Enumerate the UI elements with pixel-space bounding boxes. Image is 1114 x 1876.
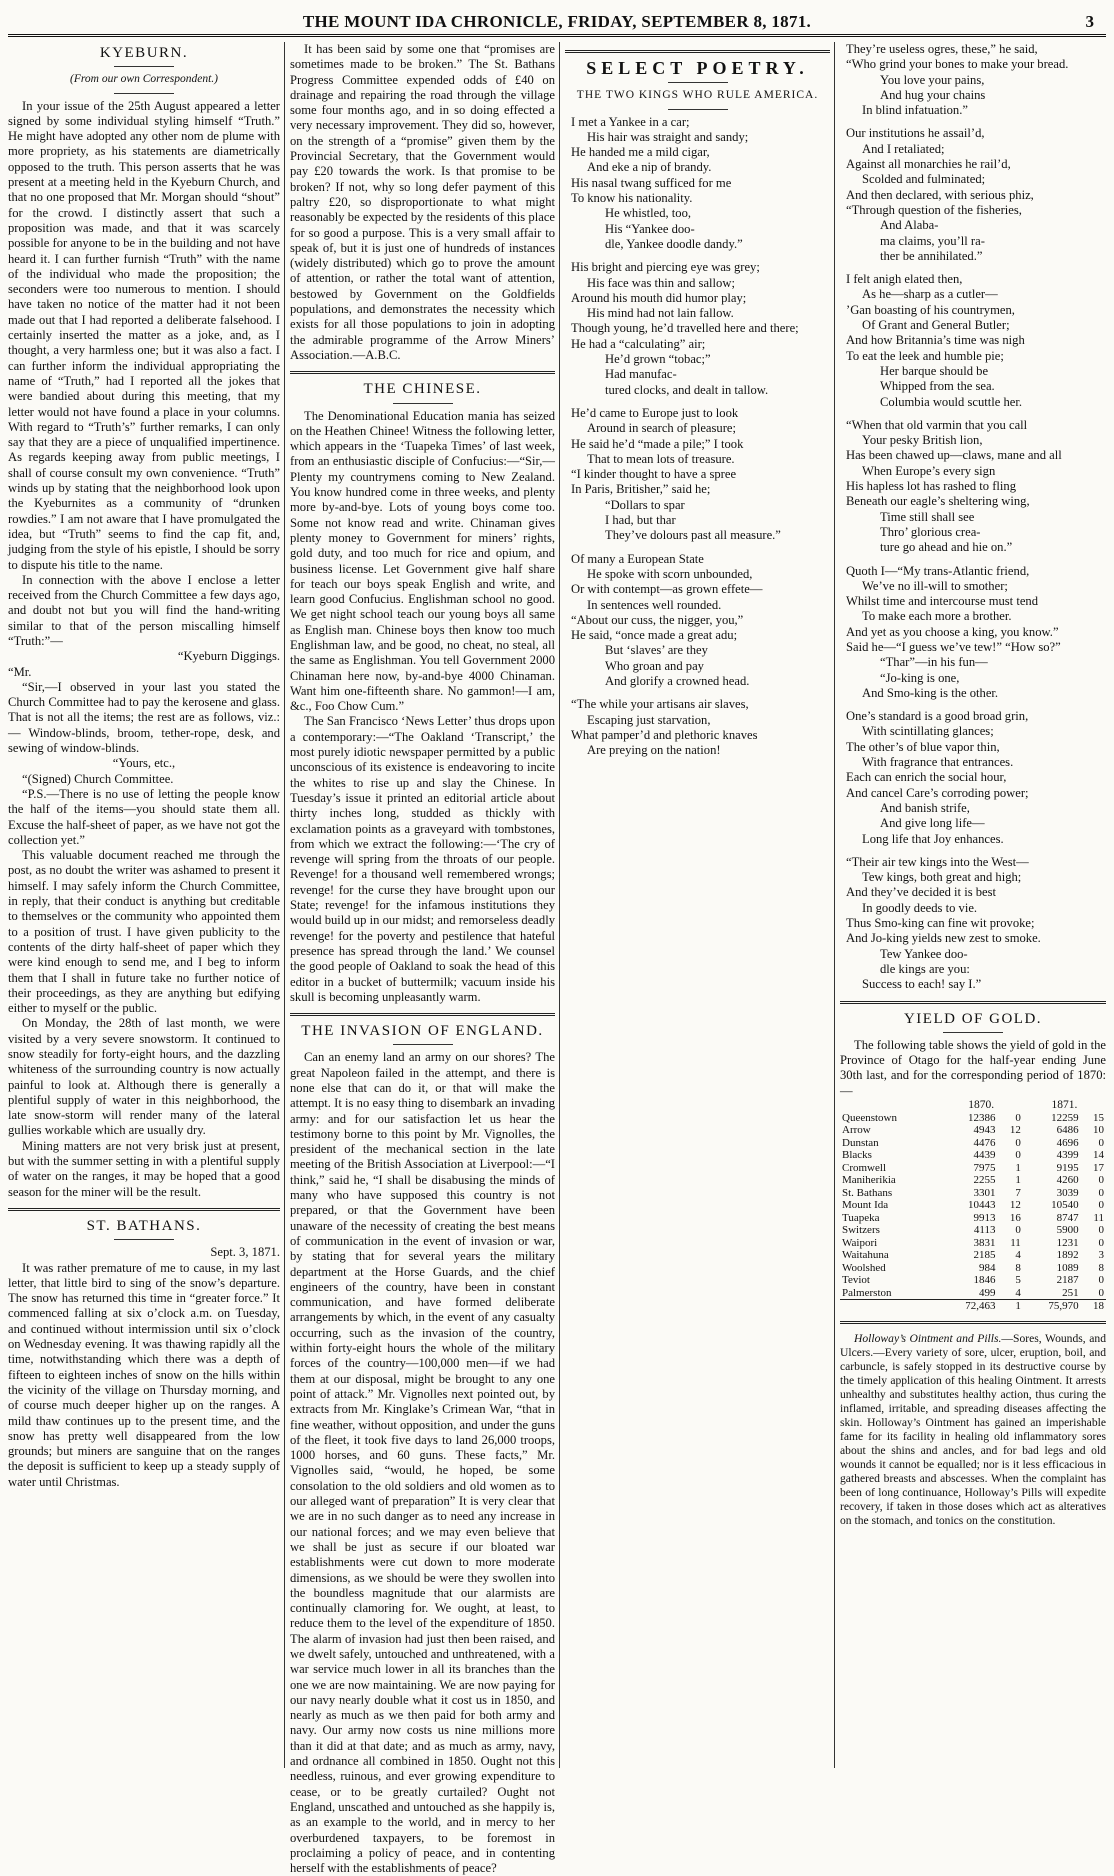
gold-value-cell: 2187 xyxy=(1056,1274,1079,1286)
gold-year-header: 1871. xyxy=(1051,1099,1078,1111)
poem-line: dle, Yankee doodle dandy.” xyxy=(605,236,743,251)
section-rule xyxy=(840,1001,1106,1004)
gold-value-cell: 11 xyxy=(1093,1211,1104,1224)
poem-line: His face was thin and sallow; xyxy=(587,275,735,290)
divider xyxy=(114,66,174,67)
gold-table-row xyxy=(840,1124,1106,1137)
poem-line: Though young, he’d travelled here and there; xyxy=(571,321,799,336)
gold-total-cell: 1 xyxy=(997,1300,1022,1313)
gold-value-cell: 11 xyxy=(1010,1236,1021,1249)
section-rule xyxy=(290,1013,555,1016)
poem-line: Are preying on the nation! xyxy=(587,743,721,758)
poem-line: I felt anigh elated then, xyxy=(846,272,963,287)
gold-value-cell: 5900 xyxy=(1056,1224,1079,1236)
gold-district-cell: Switzers xyxy=(842,1224,880,1236)
article-paragraph: It was rather premature of me to cause, in my last letter, that little bird to sing of the snow’s departure. The snow has returned this time in “greater force.” It commenced falling at six o’clock a.m. on Tuesday, and continued without intermission until six o’clock on Wednesday evening. It was thawing rapidly all the time, notwithstanding which there was a depth of fifteen to eighteen inches of snow on the hills within the vicinity of the village on Thursday morning, and of course much deeper higher up on the ranges. A mild thaw continues up to the present time, and the snow has pretty well disappeared from the low grounds; but miners are sanguine that on the ranges the deposit is sufficient to keep up a steady supply of water until Christmas. xyxy=(8,1260,280,1489)
poem-line: In sentences well rounded. xyxy=(587,597,722,612)
poem-line: When Europe’s every sign xyxy=(862,463,996,478)
gold-table-row xyxy=(840,1149,1106,1162)
poem-line: Of Grant and General Butler; xyxy=(862,318,1010,333)
poem-line: Her barque should be xyxy=(880,363,989,378)
poem-line: “Thar”—in his fun— xyxy=(880,655,988,670)
poem-line: Who groan and pay xyxy=(605,658,704,673)
page-columns xyxy=(8,42,1106,1876)
gold-value-cell: 0 xyxy=(1098,1186,1104,1199)
gold-value-cell: 1 xyxy=(1015,1174,1021,1186)
poem-line: And yet as you choose a king, you know.” xyxy=(846,624,1059,639)
gold-value-cell: 3 xyxy=(1098,1249,1104,1261)
stanza-break xyxy=(565,252,830,260)
gold-district-cell: Queenstown xyxy=(842,1111,897,1124)
gold-value-cell: 4439 xyxy=(973,1149,996,1161)
poem-line: “When that old varmin that you call xyxy=(846,417,1028,432)
gold-value-cell: 4696 xyxy=(1056,1136,1079,1149)
gold-value-cell: 12259 xyxy=(1051,1111,1079,1124)
page-number: 3 xyxy=(1085,12,1094,31)
letter-close: “Yours, etc., xyxy=(112,756,176,771)
poem-line: Had manufac- xyxy=(605,367,677,382)
poem-line: I had, but thar xyxy=(605,513,676,528)
bathans-heading: ST. BATHANS. xyxy=(86,1217,202,1234)
poem-line: He whistled, too, xyxy=(605,206,692,221)
poem-line: Each can enrich the social hour, xyxy=(846,770,1007,785)
poem-line: They’ve dolours past all measure.” xyxy=(605,528,781,543)
poem-line: His “Yankee doo- xyxy=(605,221,695,236)
poem-line: Around in search of pleasure; xyxy=(587,421,736,436)
poem-line: He handed me a mild cigar, xyxy=(571,145,710,160)
poem-line: You love your pains, xyxy=(880,72,985,87)
gold-value-cell: 4476 xyxy=(973,1136,996,1149)
poem-line: As he—sharp as a cutler— xyxy=(862,287,998,302)
stanza-break xyxy=(840,701,1106,709)
poem-line: But ‘slaves’ are they xyxy=(605,643,708,658)
gold-district-cell: Maniherikia xyxy=(842,1174,896,1186)
poem-line: “Who grind your bones to make your bread. xyxy=(846,57,1069,72)
poem-line: His mind had not lain fallow. xyxy=(587,306,734,321)
gold-value-cell: 251 xyxy=(1062,1286,1079,1299)
poem-line: Long life that Joy enhances. xyxy=(862,831,1004,846)
column-divider xyxy=(559,42,560,1768)
poem-line: And I retaliated; xyxy=(862,141,945,156)
poem-line: Your pesky British lion, xyxy=(862,433,983,448)
chinese-heading: THE CHINESE. xyxy=(363,381,482,398)
poem-line: Thro’ glorious crea- xyxy=(880,524,981,539)
poem-line: And Alaba- xyxy=(880,218,939,233)
column-2 xyxy=(290,42,555,1876)
gold-table-row xyxy=(840,1262,1106,1275)
poem-line: “About our cuss, the nigger, you,” xyxy=(571,612,744,627)
gold-table-row xyxy=(840,1162,1106,1175)
poem-line: And how Britannia’s time was nigh xyxy=(846,333,1025,348)
gold-value-cell: 4260 xyxy=(1056,1174,1079,1186)
poem-line: His hair was straight and sandy; xyxy=(587,129,749,144)
poem-line: Success to each! say I.” xyxy=(862,977,982,992)
gold-value-cell: 3301 xyxy=(973,1186,996,1199)
section-rule xyxy=(565,50,830,53)
poem-line: And then declared, with serious phiz, xyxy=(846,187,1034,202)
gold-value-cell: 4399 xyxy=(1056,1149,1079,1161)
gold-table-row xyxy=(840,1187,1106,1200)
column-4 xyxy=(840,42,1106,1768)
gold-table-row xyxy=(840,1199,1106,1212)
gold-district-cell: St. Bathans xyxy=(842,1186,893,1199)
gold-value-cell: 0 xyxy=(1098,1274,1104,1286)
poem-line: And cancel Care’s corroding power; xyxy=(846,785,1029,800)
divider xyxy=(393,403,453,404)
poem-line: ther be annihilated.” xyxy=(880,248,983,263)
poem-part-2 xyxy=(840,42,1106,993)
gold-value-cell: 0 xyxy=(1098,1174,1104,1186)
gold-value-cell: 1089 xyxy=(1056,1261,1079,1274)
poem-line: And banish strife, xyxy=(880,800,970,815)
poem-line: ma claims, you’ll ra- xyxy=(880,233,985,248)
gold-district-cell: Waitahuna xyxy=(842,1249,889,1261)
poem-line: He said he’d “made a pile;” I took xyxy=(571,436,744,451)
gold-value-cell: 12 xyxy=(1009,1199,1021,1211)
gold-value-cell: 8 xyxy=(1015,1261,1021,1274)
gold-intro: The following table shows the yield of gold in the Province of Otago for the half-year ending June 30th last, and for the corresponding period of 1870:— xyxy=(840,1037,1106,1098)
poem-line: Beneath our eagle’s sheltering wing, xyxy=(846,494,1030,509)
gold-district-cell: Tuapeka xyxy=(842,1211,880,1224)
gold-value-cell: 2185 xyxy=(973,1249,996,1261)
letter-addressee: “Mr. xyxy=(8,664,32,679)
stanza-break xyxy=(565,689,830,697)
poem-title: THE TWO KINGS WHO RULE AMERICA. xyxy=(576,89,819,102)
poem-line: They’re useless ogres, these,” he said, xyxy=(846,42,1038,56)
gold-value-cell: 3039 xyxy=(1056,1186,1079,1199)
poem-line: ture go ahead and hie on.” xyxy=(880,540,1013,555)
gold-value-cell: 0 xyxy=(1098,1286,1104,1299)
poem-line: In Paris, Britisher,” said he; xyxy=(571,482,711,497)
poem-line: In blind infatuation.” xyxy=(862,103,968,118)
poem-line: With fragrance that entrances. xyxy=(862,755,1014,770)
gold-value-cell: 0 xyxy=(1015,1136,1021,1149)
poem-line: “Dollars to spar xyxy=(605,497,685,512)
column-divider xyxy=(834,42,835,1768)
gold-table-row xyxy=(840,1112,1106,1125)
gold-district-cell: Cromwell xyxy=(842,1161,886,1174)
gold-heading: YIELD OF GOLD. xyxy=(903,1010,1043,1027)
poem-line: To make each more a brother. xyxy=(862,609,1012,624)
poem-line: To know his nationality. xyxy=(571,191,693,206)
kyeburn-byline: (From our own Correspondent.) xyxy=(69,73,218,86)
poem-line: And they’ve decided it is best xyxy=(846,885,997,900)
letter-place: “Kyeburn Diggings. xyxy=(177,649,280,664)
gold-year-header: 1870. xyxy=(968,1099,995,1111)
poem-line: His nasal twang sufficed for me xyxy=(571,175,732,190)
gold-value-cell: 14 xyxy=(1093,1149,1104,1161)
gold-total-row xyxy=(840,1300,1106,1313)
masthead-rule xyxy=(8,34,1106,37)
gold-district-cell: Palmerston xyxy=(842,1286,892,1299)
gold-value-cell: 16 xyxy=(1009,1211,1021,1224)
poem-line: And Smo-king is the other. xyxy=(862,685,999,700)
gold-table-row xyxy=(840,1212,1106,1225)
stanza-break xyxy=(565,544,830,552)
letter-postscript: “P.S.—There is no use of letting the people know the half of the items—you should state them all. Excuse the half-sheet of paper, as we have not got the collection yet.” xyxy=(8,786,280,847)
poem-line: “The while your artisans air slaves, xyxy=(571,697,749,712)
gold-total-cell: 72,463 xyxy=(940,1300,998,1313)
poem-line: ’Gan boasting of his countrymen, xyxy=(846,302,1015,317)
gold-value-cell: 10 xyxy=(1093,1124,1104,1136)
poem-line: Quoth I—“My trans-Atlantic friend, xyxy=(846,563,1030,578)
gold-district-cell: Teviot xyxy=(842,1274,870,1286)
poem-line: dle kings are you: xyxy=(880,961,970,976)
gold-table-row xyxy=(840,1137,1106,1150)
article-paragraph: Mining matters are not very brisk just at present, but with the summer setting in with a plentiful supply of water on the ranges, it may be hoped that a good season for the miner will be the result. xyxy=(8,1138,280,1199)
poem-line: Thus Smo-king can fine wit provoke; xyxy=(846,916,1035,931)
stanza-break xyxy=(840,118,1106,126)
poem-line: He had a “calculating” air; xyxy=(571,336,706,351)
gold-table-row xyxy=(840,1274,1106,1287)
poem-line: Our institutions he assail’d, xyxy=(846,126,985,141)
article-paragraph: It has been said by some one that “promises are sometimes made to be broken.” The St. Bathans Progress Committee expended odds of £40 on drainage and repairing the road through the village some four months ago, and in so doing effected a very necessary improvement. They did so, however, on the strength of a “promise” given them by the Provincial Secretary, that the Government would pay £20 towards the work. Is that promise to be broken? If not, why so long defer payment of this paltry £20, so disproportionate to what might reasonably be expected by the residents of this place for so good a purpose. This is a very small affair to speak of, but it is just one of hundreds of instances (widely distributed) which go to prove the amount of attention, or rather the total want of attention, bestowed by Government on the Goldfields populations, and demonstrates the necessity which exists for all those populations to join in adopting the admirable programme of the Arrow Miners’ Association.—A.B.C. xyxy=(290,42,555,362)
bathans-date: Sept. 3, 1871. xyxy=(210,1245,280,1260)
gold-district-cell: Dunstan xyxy=(842,1136,879,1149)
article-paragraph: Can an enemy land an army on our shores? The great Napoleon failed in the attempt, and there is none else that can do it, or that will make the attempt. It is no easy thing to disembark an invading army: and for our satisfaction let us hear the testimony borne to this point by Mr. Vignolles, the president of the mechanical section in the late meeting of the British Association at Liverpool:—“I think,” said he, “I shall be disabusing the minds of many who have supposed this country is not prepared, or that the Government have been unaware of the necessity of creating the best means of communication in the event of invasion or war, by stating that for several years the military department at the Horse Guards, and the chief engineers of the country, have been in constant communication, and have formed deliberate arrangements by which, in the event of any casualty occurring, such as the invasion of the country, within forty-eight hours the whole of the military forces of the country—100,000 men—if we had them at our disposal, might be brought to any one point of attack.” Mr. Vignolles next pointed out, by extracts from Mr. Kinglake’s Crimean War, “that in fine weather, without opposition, and under the guns of the fleet, it took five days to land 26,000 troops, 1000 horses, and 60 guns. These facts,” Mr. Vignolles said, “would, he hoped, be some consolation to the old soldiers and old women as to our alleged want of preparation” It is very clear that we are in no such danger as to need any increase in our national forces; and we may even believe that we shall be just as secure if our bloated war establishments were cut down to more moderate dimensions, as we should be were they swollen into the boundless magnitude that our alarmists are continually clamoring for. We ought, at least, to reduce them to the level of the expenditure of 1850. The alarm of invasion had just then been raised, and we dwelt safely, untouched and unthreatened, with a war service much lower in all its branches than the one we are now maintaining. We are now paying for our navy nearly double what it cost us in 1850, and nearly as much as we then paid for both army and navy. Our army now costs us nine millions more than it did at that date; and as much as army, navy, and ordnance all combined in 1850. Ought not this needless, ruinous, and ever growing expenditure to cease, or to be greatly curtailed? Ought not England, unscathed and untouched as she happily is, as an example to the world, and in mercy to her overburdened taxpayers, to be foremost in proclaiming a policy of peace, and in contenting herself with the establishments of peace? xyxy=(290,1050,555,1876)
gold-table-row xyxy=(840,1237,1106,1250)
gold-value-cell: 8 xyxy=(1098,1261,1104,1274)
poem-line: He’d grown “tobac;” xyxy=(605,352,711,367)
gold-value-cell: 1231 xyxy=(1056,1236,1079,1249)
gold-value-cell: 12 xyxy=(1009,1124,1021,1136)
gold-value-cell: 0 xyxy=(1098,1236,1104,1249)
divider xyxy=(668,109,728,110)
gold-value-cell: 0 xyxy=(1098,1199,1104,1211)
poem-line: “I kinder thought to have a spree xyxy=(571,467,737,482)
gold-value-cell: 10540 xyxy=(1051,1199,1079,1211)
column-3 xyxy=(565,42,830,1768)
holloway-advertisement xyxy=(840,1332,1106,1528)
gold-value-cell: 0 xyxy=(1015,1224,1021,1236)
newspaper-title: THE MOUNT IDA CHRONICLE, FRIDAY, SEPTEMBER 8, 1871. xyxy=(302,12,812,31)
poem-line: His bright and piercing eye was grey; xyxy=(571,260,760,275)
stanza-break xyxy=(840,847,1106,855)
article-paragraph: The San Francisco ‘News Letter’ thus drops upon a contemporary:—“The Oakland ‘Transcript,’ the most purely idiotic newspaper permitted by a public unconscious of its existence is endeavoring to incite the whites to rise up and slay the Chinese. In Tuesday’s issue it printed an editorial article about thirty inches long, studded as thickly with exclamation points as a graveyard with tombstones, from which we extract the following:—‘The cry of revenge will spring from the throats of our people. Revenge! for a thousand well remembered wrongs; revenge! for the curse they have brought upon our State; revenge! for the infamous institutions they would build up in our midst; and remorseless deadly revenge! for the poverty and pestilence that hateful presence has spread through the land.’ We counsel the good people of Oakland to soak the head of this editor in a bucket of buttermilk; vacuum inside his skull is becoming unpleasantly warm. xyxy=(290,714,555,1004)
gold-value-cell: 7975 xyxy=(973,1161,996,1174)
gold-table-row xyxy=(840,1249,1106,1262)
divider xyxy=(114,93,174,94)
poem-line: He spoke with scorn unbounded, xyxy=(587,566,753,581)
advert-text: —Sores, Wounds, and Ulcers.—Every variety of sore, ulcer, eruption, boil, and carbuncle, is safely stopped in its destructive course by the timely application of this healing Ointment. It arrests unhealthy and substitutes healthy action, thus curing the inflamed, irritable, and spreading diseases affecting the skin. Holloway’s Ointment has gained an imperishable fame for its facility in healing old inflammatory sores about the shins and ancles, and for bad legs and old wounds it cannot be equalled; nor is it less efficacious in gathered breasts and abscesses. When the complaint has been of long continuance, Holloway’s Pills will expedite recovery, if taken in those doses which act as alteratives on the stomach, and tonics on the constitution. xyxy=(840,1331,1106,1527)
poem-line: What pamper’d and plethoric knaves xyxy=(571,727,758,742)
masthead xyxy=(0,6,1114,46)
poem-line: That to mean lots of treasure. xyxy=(587,451,735,466)
gold-value-cell: 0 xyxy=(1098,1136,1104,1149)
gold-district-cell: Blacks xyxy=(842,1149,872,1161)
gold-district-cell: Woolshed xyxy=(842,1261,886,1274)
poem-line: Against all monarchies he rail’d, xyxy=(846,157,1011,172)
poem-line: And Jo-king yields new zest to smoke. xyxy=(846,931,1041,946)
gold-value-cell: 499 xyxy=(978,1286,996,1299)
stanza-break xyxy=(840,556,1106,564)
divider xyxy=(943,1032,1003,1033)
gold-district-cell: Mount Ida xyxy=(842,1199,889,1211)
poem-line: He said, “once made a great adu; xyxy=(571,628,738,643)
gold-value-cell: 1 xyxy=(1015,1161,1021,1174)
poem-line: He’d came to Europe just to look xyxy=(571,405,739,420)
gold-total-cell: 18 xyxy=(1081,1300,1106,1313)
poem-line: Said he—“I guess we’ve tew!” “How so?” xyxy=(846,639,1061,654)
poem-line: The other’s of blue vapor thin, xyxy=(846,739,1000,754)
poem-line: Time still shall see xyxy=(880,509,975,524)
gold-value-cell: 3831 xyxy=(973,1236,996,1249)
article-paragraph: In your issue of the 25th August appeared a letter signed by some individual styling himself “Truth.” He might have adopted any other nom de plume with more propriety, as his statements are diametrically opposed to the truth. This person asserts that he was present at a meeting held in the Kyeburn Church, and that no one proposed that Mr. Morgan should “shout” for the crowd. I distinctly assert that such a proposition was made, and that it was scarcely possible for anyone to be in the building and not have heard it. I can further furnish “Truth” with the name of the individual who made the proposition; the seconders were too numerous to mention. I should have taken no notice of the matter had it not been made out that I had reported a deliberate falsehood. I certainly inserted the matter as a joke, and, as I thought, a very harmless one; but it was also a fact. I can further inform the individual appropriating the name of “Truth,” had I reported all the jokes that were bandied about during this meeting, that my letter would not have found a place in your columns. With regard to “Truth’s” further remarks, I can only say that they are a piece of unqualified impertinence. As regards keeping away from public meetings, I shall of course consult my own convenience. “Truth” winds up by stating that the neighborhood look upon the Kyeburnites as a community of “drunken rowdies.” I am not aware that I have promulgated the idea, but “Truth” seems to find the cap fit, and, judging from the style of his epistle, I should be sorry to dispute his title to the name. xyxy=(8,98,280,572)
section-rule xyxy=(8,1208,280,1211)
poem-line: Whilst time and intercourse must tend xyxy=(846,594,1039,609)
poem-line: “Jo-king is one, xyxy=(880,670,960,685)
kyeburn-heading: KYEBURN. xyxy=(99,45,189,61)
divider xyxy=(668,82,728,83)
poem-line: Tew Yankee doo- xyxy=(880,946,968,961)
poem-line: Scolded and fulminated; xyxy=(862,172,986,187)
gold-value-cell: 8747 xyxy=(1056,1211,1079,1224)
gold-value-cell: 984 xyxy=(978,1261,996,1274)
poem-line: And hug your chains xyxy=(880,87,986,102)
gold-value-cell: 0 xyxy=(1098,1224,1104,1236)
gold-value-cell: 4 xyxy=(1015,1249,1021,1261)
poem-line: Has been chawed up—claws, mane and all xyxy=(846,448,1062,463)
column-1 xyxy=(8,42,280,1768)
gold-table-row xyxy=(840,1224,1106,1237)
gold-total-cell: 75,970 xyxy=(1023,1300,1081,1313)
gold-value-cell: 0 xyxy=(1015,1149,1021,1161)
gold-table xyxy=(840,1099,1106,1313)
gold-value-cell: 12386 xyxy=(967,1111,996,1124)
gold-district-cell: Arrow xyxy=(842,1124,871,1136)
article-paragraph: In connection with the above I enclose a letter received from the Church Committee a few days ago, and doubt not but you will find the hand-writing similar to that of the person miscalling himself “Truth:”— xyxy=(8,572,280,648)
gold-table-row xyxy=(840,1287,1106,1300)
poem-line: Of many a European State xyxy=(571,551,704,566)
poetry-heading: SELECT POETRY. xyxy=(586,58,809,78)
poem-line: “Through question of the fisheries, xyxy=(846,202,1022,217)
advert-lead: Holloway’s Ointment and Pills. xyxy=(854,1331,1002,1345)
poem-line: To eat the leek and humble pie; xyxy=(846,348,1004,363)
gold-value-cell: 4943 xyxy=(973,1124,996,1136)
divider xyxy=(114,1239,174,1240)
poem-line: And eke a nip of brandy. xyxy=(587,160,712,175)
poem-part-1 xyxy=(565,115,830,759)
poem-line: Tew kings, both great and high; xyxy=(862,870,1022,885)
gold-value-cell: 7 xyxy=(1015,1186,1021,1199)
poem-line: In goodly deeds to vie. xyxy=(862,900,978,915)
letter-body: “Sir,—I observed in your last you stated the Church Committee had to pay the kerosene and glass. That is not all the items; the rest are as follows, viz.:— Window-blinds, broom, tether-rope, desk, and sewing of window-blinds. xyxy=(8,679,280,756)
poem-line: “Their air tew kings into the West— xyxy=(846,854,1029,869)
poem-line: Around his mouth did humor play; xyxy=(571,290,747,305)
section-rule xyxy=(290,371,555,374)
poem-line: Whipped from the sea. xyxy=(880,379,995,394)
section-rule xyxy=(840,1321,1106,1324)
gold-district-cell: Waipori xyxy=(842,1236,878,1249)
article-paragraph: The Denominational Education mania has seized on the Heathen Chinee! Witness the following letter, which appears in the ‘Tuapeka Times’ of last week, from an enthusiastic disciple of Confucius:—“Sir,—Plenty my countrymens coming to New Zealand. You know hundred come in three weeks, and plenty more by-and-bye. Lots of young boys come too. Some not know read and write. Chinaman gives plenty money to Government for miners’ rights, gold duty, and too much for rice and opium, and business license. Let Government give half share for teach our boys speak English and write, and learn good Confucius. Englishman school no good. We get night school teach our young boys all same as English man. Chinese boys then know too much Englishman law, and be good, no cheat, no steal, all the same as Englishman. You tell Government 2000 Chinaman here now, by-and-bye 4000 Chinaman. Want him one-fifteenth share. No gammon!—I am, &c., Foo Chow Cum.” xyxy=(290,408,555,714)
stanza-break xyxy=(840,264,1106,272)
article-paragraph: On Monday, the 28th of last month, we were visited by a very severe snowstorm. It continued to snow steadily for forty-eight hours, and the dazzling whiteness of the surrounding country is now actually painful to look at. Although there is generally a plentiful supply of water in this neighborhood, the late snow-storm will render many of the lateral gullies workable which are usually dry. xyxy=(8,1016,280,1138)
gold-value-cell: 17 xyxy=(1093,1161,1104,1174)
gold-value-cell: 9195 xyxy=(1056,1161,1079,1174)
article-paragraph: This valuable document reached me through the post, as no doubt the writer was ashamed to present it himself. I may safely inform the Church Committee, in reply, that their conduct is anything but creditable to themselves or the community who appointed them to a position of trust. I have given publicity to the contents of the dirty half-sheet of paper which they were kind enough to send me, and I beg to inform them that I shall in future take no further notice of their proceedings, as they are anything but edifying either to myself or the public. xyxy=(8,848,280,1016)
gold-value-cell: 15 xyxy=(1093,1111,1104,1124)
divider xyxy=(393,1044,453,1045)
poem-line: Escaping just starvation, xyxy=(587,712,711,727)
gold-value-cell: 4113 xyxy=(973,1224,996,1236)
poem-line: tured clocks, and dealt in tallow. xyxy=(605,382,769,397)
stanza-break xyxy=(565,398,830,406)
gold-value-cell: 6486 xyxy=(1056,1124,1079,1136)
invasion-heading: THE INVASION OF ENGLAND. xyxy=(301,1023,544,1040)
stanza-break xyxy=(840,410,1106,418)
poem-line: I met a Yankee in a car; xyxy=(571,114,690,129)
poem-line: Columbia would scuttle her. xyxy=(880,394,1023,409)
gold-value-cell: 2255 xyxy=(973,1174,996,1186)
gold-value-cell: 10443 xyxy=(967,1199,996,1211)
gold-value-cell: 0 xyxy=(1015,1111,1021,1124)
gold-value-cell: 1892 xyxy=(1056,1249,1079,1261)
poem-line: With scintillating glances; xyxy=(862,724,994,739)
letter-signature: “(Signed) Church Committee. xyxy=(22,771,174,786)
gold-value-cell: 5 xyxy=(1015,1274,1021,1286)
gold-value-cell: 1846 xyxy=(973,1274,996,1286)
poem-line: One’s standard is a good broad grin, xyxy=(846,709,1029,724)
poem-line: And give long life— xyxy=(880,816,985,831)
poem-line: We’ve no ill-will to smother; xyxy=(862,578,1008,593)
column-divider xyxy=(284,42,285,1768)
poem-line: His hapless lot has rashed to fling xyxy=(846,479,1016,494)
gold-value-cell: 9913 xyxy=(973,1211,996,1224)
gold-table-row xyxy=(840,1174,1106,1187)
poem-line: And glorify a crowned head. xyxy=(605,673,750,688)
poem-line: Or with contempt—as grown effete— xyxy=(571,582,763,597)
gold-value-cell: 4 xyxy=(1015,1286,1021,1299)
